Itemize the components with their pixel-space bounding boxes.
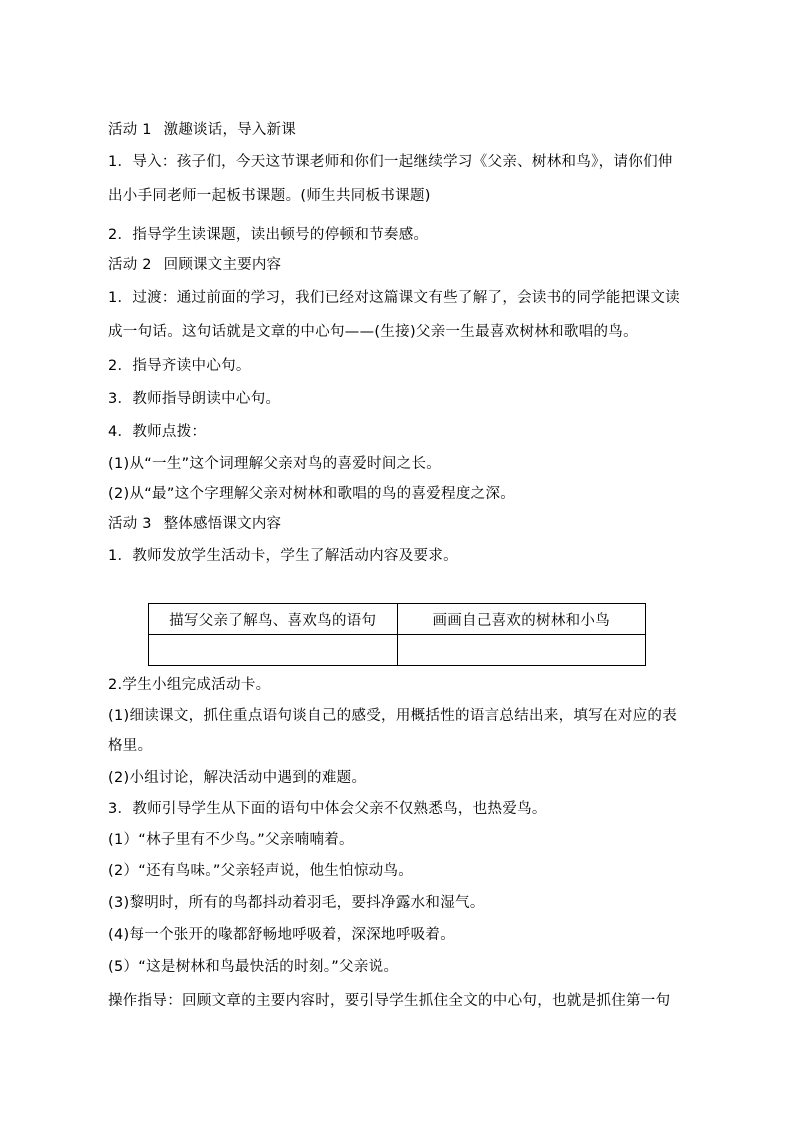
activity-1-label: 活动 1 [108, 122, 152, 138]
table-header-row [149, 604, 646, 635]
activity-2-para-4-b: (2)从“最”这个字理解父亲对树林和歌唱的鸟的喜爱程度之深。 [108, 486, 516, 502]
activity-3-para-1: 1．教师发放学生活动卡，学生了解活动内容及要求。 [108, 548, 458, 564]
activity-2-label: 活动 2 [108, 257, 152, 273]
activity-2-heading [108, 255, 281, 275]
activity-3-para-2: 2.学生小组完成活动卡。 [108, 677, 271, 693]
activity-2-title: 回顾课文主要内容 [163, 257, 282, 273]
activity-1-para-2: 2．指导学生读课题，读出顿号的停顿和节奏感。 [108, 227, 429, 243]
sentence-4: (4)每一个张开的喙都舒畅地呼吸着，深深地呼吸着。 [108, 927, 456, 943]
sentence-5: (5）“这是树林和鸟最快活的时刻。”父亲说。 [108, 959, 399, 975]
activity-3-para-2-b: (2)小组讨论，解决活动中遇到的难题。 [108, 770, 367, 786]
activity-1-heading [108, 120, 296, 140]
activity-2-para-4-a: (1)从“一生”这个词理解父亲对鸟的喜爱时间之长。 [108, 456, 442, 472]
table-header-cell-sentences: 描写父亲了解鸟、喜欢鸟的语句 [149, 604, 398, 635]
activity-3-title: 整体感悟课文内容 [163, 516, 282, 532]
sentence-2: (2）“还有鸟味。”父亲轻声说，他生怕惊动鸟。 [108, 863, 414, 879]
activity-2-para-3: 3．教师指导朗读中心句。 [108, 391, 281, 407]
activity-3-para-2-a-line-1: (1)细读课文，抓住重点语句谈自己的感受，用概括性的语言总结出来，填写在对应的表 [108, 708, 678, 724]
guidance-paragraph: 操作指导：回顾文章的主要内容时，要引导学生抓住全文的中心句，也就是抓住第一句 [108, 993, 671, 1009]
activity-card-table [148, 603, 646, 666]
activity-2-para-1-line-1: 1．过渡：通过前面的学习，我们已经对这篇课文有些了解了，会读书的同学能把课文读 [108, 290, 680, 306]
activity-3-para-2-a-line-2: 格里。 [108, 738, 153, 754]
activity-3-label: 活动 3 [108, 516, 152, 532]
table-header-cell-drawing: 画画自己喜欢的树林和小鸟 [397, 604, 646, 635]
activity-card-table-wrapper [148, 603, 646, 665]
activity-2-para-4: 4．教师点拨： [108, 424, 207, 440]
sentence-1: (1）“林子里有不少鸟。”父亲喃喃着。 [108, 832, 354, 848]
activity-3-heading [108, 514, 281, 534]
table-cell-drawing [397, 635, 646, 666]
activity-1-para-1-line-2: 出小手同老师一起板书课题。(师生共同板书课题) [108, 188, 431, 204]
table-row [149, 635, 646, 666]
activity-2-para-1-line-2: 成一句话。这句话就是文章的中心句——(生接)父亲一生最喜欢树林和歌唱的鸟。 [108, 324, 638, 340]
sentence-3: (3)黎明时，所有的鸟都抖动着羽毛，要抖净露水和湿气。 [108, 895, 485, 911]
table-cell-sentences [149, 635, 398, 666]
activity-2-para-2: 2．指导齐读中心句。 [108, 358, 251, 374]
activity-1-title: 激趣谈话，导入新课 [163, 122, 296, 138]
activity-1-para-1-line-1: 1．导入：孩子们，今天这节课老师和你们一起继续学习《父亲、树林和鸟》，请你们伸 [108, 154, 673, 170]
activity-3-para-3: 3．教师引导学生从下面的语句中体会父亲不仅熟悉鸟，也热爱鸟。 [108, 801, 547, 817]
